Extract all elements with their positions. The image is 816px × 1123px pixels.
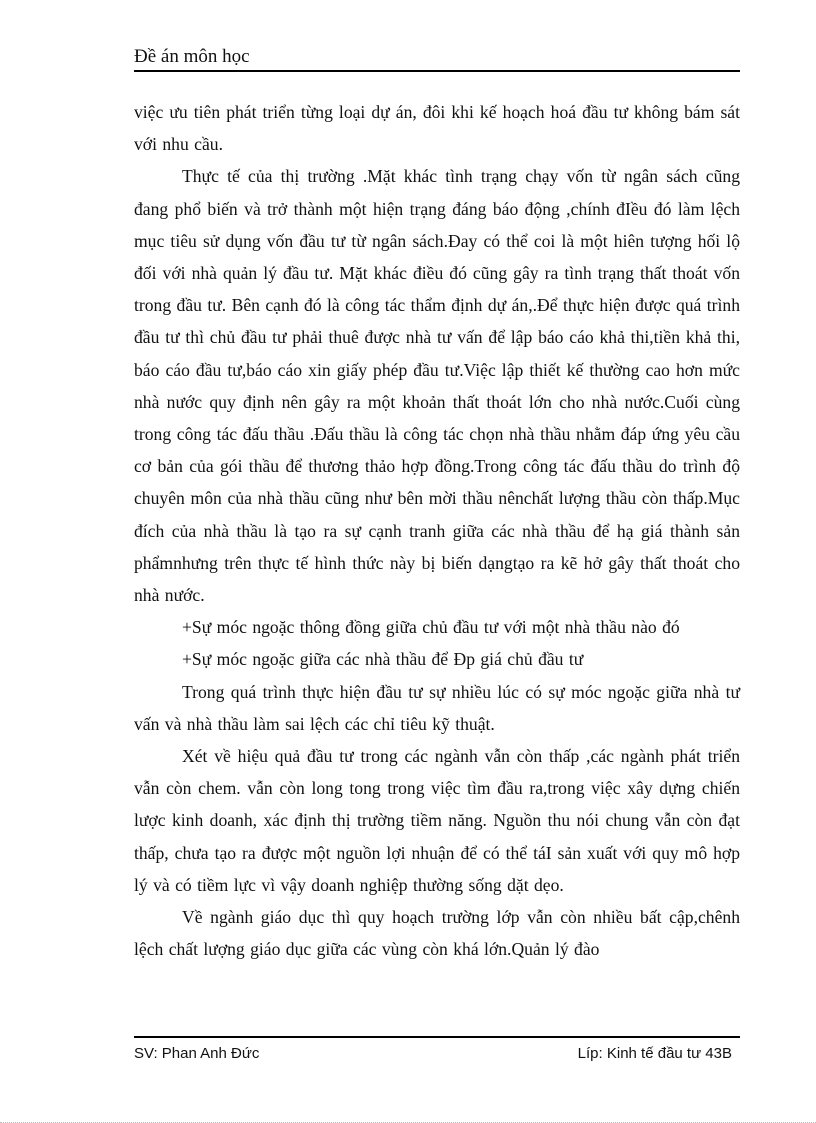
page-header	[134, 46, 740, 72]
paragraph-market: Thực tế của thị trường .Mặt khác tình trạng chạy vốn từ ngân sách cũng đang phổ biến và trở thành một hiện trạng đáng báo động ,chính đIều đó làm lệch mục tiêu sử dụng vốn đầu tư từ ngân sách.Đay có thể coi là một hiên tượng hối lộ đối với nhà quản lý đầu tư. Mặt khác điều đó cũng gây ra tình trạng thất thoát vốn trong đầu tư. Bên cạnh đó là công tác thẩm định dự án,.Để thực hiện được quá trình đầu tư thì chủ đầu tư phải thuê được nhà tư vấn để lập báo cáo khả thi,tiền khả thi, báo cáo đầu tư,báo cáo xin giấy phép đầu tư.Việc lập thiết kế thường cao hơn mức nhà nước quy định nên gây ra một khoản thất thoát lớn cho nhà nước.Cuối cùng trong công tác đấu thầu .Đấu thầu là công tác chọn nhà thầu nhằm đáp ứng yêu cầu cơ bản của gói thầu để thương thảo hợp đồng.Trong công tác đấu thầu do trình độ chuyên môn của nhà thầu cũng như bên mời thầu nênchất lượng thầu còn thấp.Mục đích của nhà thầu là tạo ra sự cạnh tranh giữa các nhà thầu để hạ giá thành sản phẩmnhưng trên thực tế hình thức này bị biến dạngtạo ra kẽ hở gây thất thoát cho nhà nước.	[134, 166, 740, 606]
header-title: Đề án môn học	[134, 46, 250, 67]
paragraph-continuation: việc ưu tiên phát triển từng loại dự án, đôi khi kế hoạch hoá đầu tư không bám sát với nhu cầu.	[134, 102, 740, 155]
paragraph-education: Về ngành giáo dục thì quy hoạch trường lớp vẫn còn nhiều bất cập,chênh lệch chất lượng giáo dục giữa các vùng còn khá lớn.Quản lý đào	[134, 907, 740, 960]
page-footer	[134, 1036, 740, 1062]
footer-class: Líp: Kinh tế đầu tư 43B	[577, 1045, 732, 1062]
bullet-collusion-contractors: +Sự móc ngoặc giữa các nhà thầu để Đp giá chủ đầu tư	[182, 649, 584, 670]
bullet-collusion-owner: +Sự móc ngoặc thông đồng giữa chủ đầu tư với một nhà thầu nào đó	[182, 617, 680, 638]
paragraph-efficiency: Xét về hiệu quả đầu tư trong các ngành vẫn còn thấp ,các ngành phát triển vẫn còn chem. vẫn còn long tong trong việc tìm đầu ra,trong việc xây dựng chiến lược kinh doanh, xác định thị trường tiềm năng. Nguồn thu nói chung vẫn còn đạt thấp, chưa tạo ra được một nguồn lợi nhuận để có thể táI sản xuất với quy mô hợp lý và có tiềm lực vì vậy doanh nghiệp thường sống dặt dẹo.	[134, 746, 740, 895]
footer-student: SV: Phan Anh Đức	[134, 1045, 260, 1062]
paragraph-implementation: Trong quá trình thực hiện đầu tư sự nhiều lúc có sự móc ngoặc giữa nhà tư vấn và nhà thầu làm sai lệch các chỉ tiêu kỹ thuật.	[134, 681, 740, 734]
document-body	[134, 96, 740, 965]
